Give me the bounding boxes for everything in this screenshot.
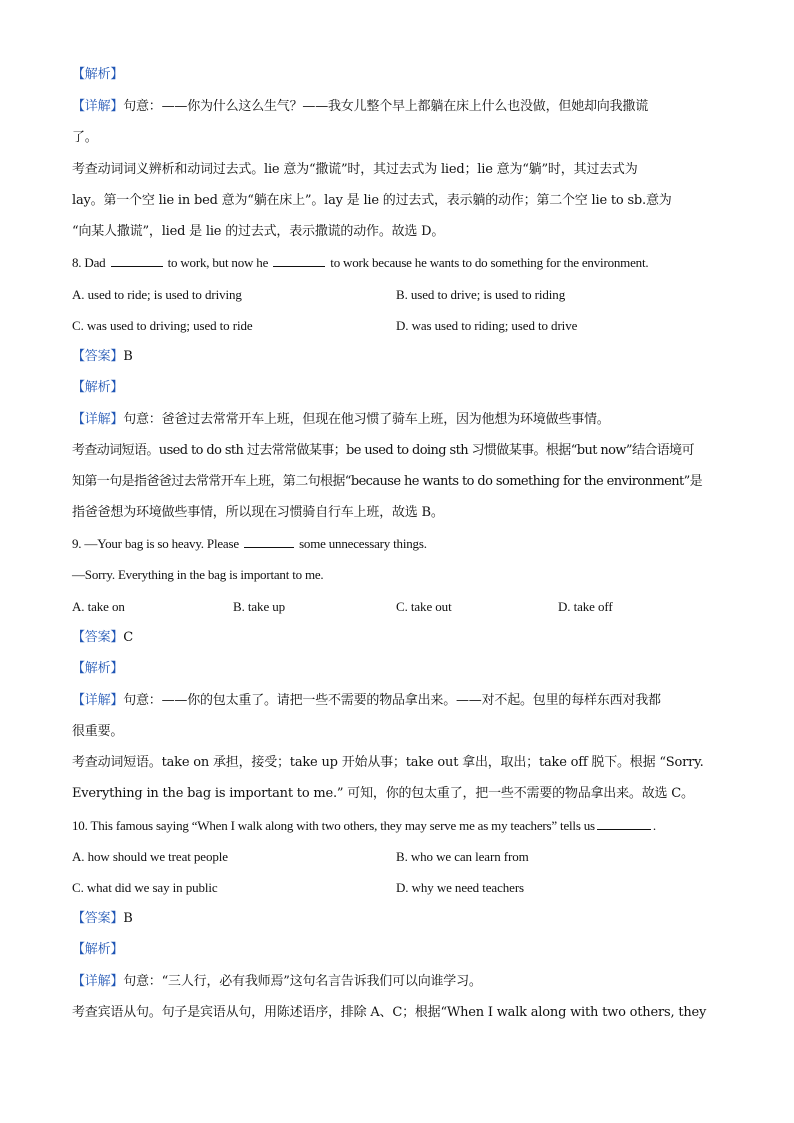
q10-option-a: A. how should we treat people [72,849,228,864]
q10-detail-text: 句意：“三人行，必有我师焉”这句名言告诉我们可以向谁学习。 [123,974,482,989]
q9-option-a: A. take on [72,599,125,614]
q8-option-d: D. was used to riding; used to drive [396,318,578,333]
q10-blank [597,817,651,830]
q7-explanation-2: lay。第一个空 lie in bed 意为“躺在床上”。lay 是 lie 的过去式，表示躺的动作；第二个空 lie to sb.意为 [72,193,672,208]
q9-detail-cont: 很重要。 [72,724,124,739]
detail-tag: 【详解】 [72,99,124,114]
q7-detail-line [72,98,648,116]
q7-explanation-3: “向某人撒谎”，lied 是 lie 的过去式，表示撒谎的动作。故选 D。 [72,224,445,239]
q9-option-d: D. take off [558,599,613,614]
q8-explanation-1: 考查动词短语。used to do sth 过去常常做某事；be used to doing sth 习惯做某事。根据“but now”结合语境可 [72,443,694,458]
q8-explanation-2: 知第一句是指爸爸过去常常开车上班，第二句根据“because he wants to do something for the environment”是 [72,474,703,489]
q9-detail-text: 句意：——你的包太重了。请把一些不需要的物品拿出来。——对不起。包里的每样东西对我都 [123,693,661,708]
q10-stem-part: . [652,818,656,833]
q8-option-c: C. was used to driving; used to ride [72,318,253,333]
q10-option-b: B. who we can learn from [396,849,529,864]
q8-option-a: A. used to ride; is used to driving [72,287,242,302]
q9-blank [244,535,294,548]
q10-option-c: C. what did we say in public [72,880,218,895]
q9-stem-reply: —Sorry. Everything in the bag is important to me. [72,567,324,582]
q7-explanation-1: 考查动词词义辨析和动词过去式。lie 意为“撒谎”时，其过去式为 lied；lie 意为“躺”时，其过去式为 [72,162,638,177]
q9-explanation-1: 考查动词短语。take on 承担，接受；take up 开始从事；take out 拿出，取出；take off 脱下。根据 “Sorry. [72,755,704,770]
q9-answer: C [123,630,133,645]
analysis-tag: 【解析】 [72,661,124,676]
q9-option-c: C. take out [396,599,452,614]
detail-tag: 【详解】 [72,693,124,708]
q10-answer: B [123,911,133,926]
q8-blank-1 [111,254,163,267]
analysis-tag: 【解析】 [72,67,124,82]
q9-answer-line [72,629,133,647]
analysis-tag: 【解析】 [72,942,124,957]
answer-tag: 【答案】 [72,349,124,364]
q9-stem-part: 9. —Your bag is so heavy. Please [72,536,239,551]
q9-explanation-2: Everything in the bag is important to me.” 可知，你的包太重了，把一些不需要的物品拿出来。故选 C。 [72,786,694,801]
q8-detail-line [72,411,610,429]
q10-answer-line [72,910,133,928]
q8-answer-line [72,348,133,366]
q7-detail-cont: 了。 [72,130,98,145]
q8-detail-text: 句意：爸爸过去常常开车上班，但现在他习惯了骑车上班，因为他想为环境做些事情。 [123,412,610,427]
detail-tag: 【详解】 [72,412,124,427]
q8-stem-part: to work because he wants to do something for the environment. [330,255,649,270]
q9-option-b: B. take up [233,599,286,614]
q8-blank-2 [273,254,325,267]
q8-stem [72,254,648,272]
q8-answer: B [123,349,133,364]
answer-tag: 【答案】 [72,630,124,645]
analysis-tag: 【解析】 [72,380,124,395]
q8-stem-part: to work, but now he [167,255,269,270]
q10-stem [72,817,656,835]
q10-explanation-1: 考查宾语从句。句子是宾语从句，用陈述语序，排除 A、C；根据“When I walk along with two others, they [72,1005,707,1020]
q10-detail-line [72,973,482,991]
detail-tag: 【详解】 [72,974,124,989]
q10-option-d: D. why we need teachers [396,880,525,895]
q9-stem-part: some unnecessary things. [299,536,427,551]
q8-explanation-3: 指爸爸想为环境做些事情，所以现在习惯骑自行车上班，故选 B。 [72,505,444,520]
q8-stem-part: 8. Dad [72,255,106,270]
answer-tag: 【答案】 [72,911,124,926]
q9-stem [72,535,427,553]
q7-detail-text: 句意：——你为什么这么生气？——我女儿整个早上都躺在床上什么也没做，但她却向我撒谎 [123,99,649,114]
q10-stem-part: 10. This famous saying “When I walk along with two others, they may serve me as my teachers” tells us [72,818,595,833]
q9-detail-line [72,692,661,710]
q8-option-b: B. used to drive; is used to riding [396,287,566,302]
